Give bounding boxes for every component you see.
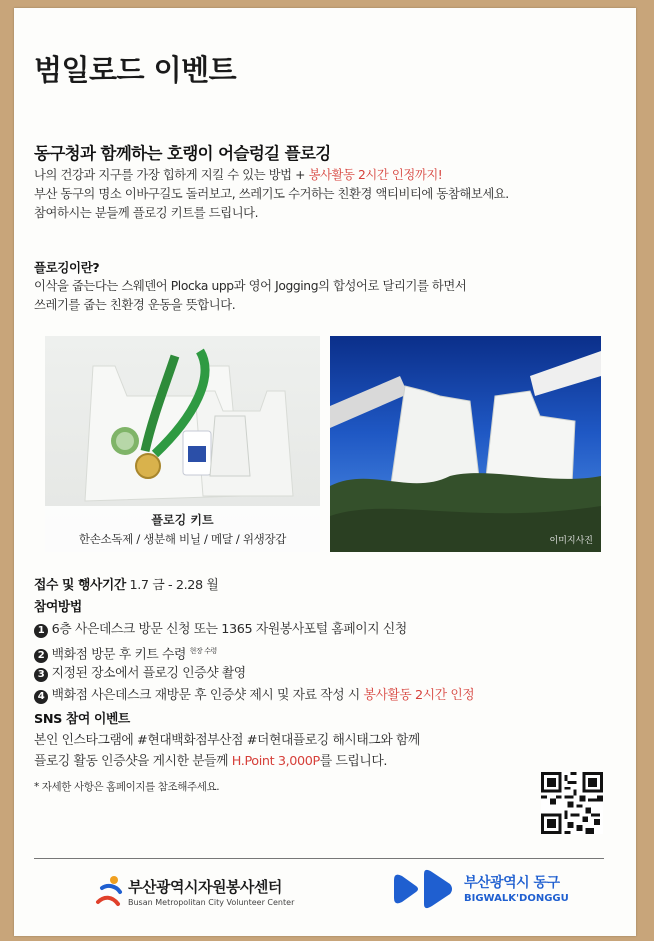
intro-line-1 <box>34 166 442 185</box>
step-2-number: 2 <box>34 649 48 663</box>
period-label: 접수 및 행사기간 <box>34 578 126 593</box>
sns-line-1: 본인 인스타그램에 #현대백화점부산점 #더현대플로깅 해시태그와 함께 <box>34 733 420 748</box>
step-4-number: 4 <box>34 690 48 704</box>
volunteer-figure-icon <box>94 874 126 908</box>
intro-line-2: 부산 동구의 명소 이바구길도 돌러보고, 쓰레기도 수거하는 친환경 액티비티에 동참해보세요. <box>34 187 509 201</box>
volunteer-center-logo <box>94 874 334 914</box>
sns-line-2 <box>34 752 387 771</box>
method-step-4 <box>34 686 474 705</box>
event-subtitle: 동구청과 함께하는 호랭이 어슬렁길 플로깅 <box>34 144 331 163</box>
kit-caption <box>45 506 320 552</box>
sns-highlight: H.Point 3,000P <box>231 754 320 769</box>
step-3-text: 지정된 장소에서 플로깅 인증샷 촬영 <box>51 666 246 681</box>
sns-line-2-end: 를 드립니다. <box>319 754 387 769</box>
footnote: * 자세한 사항은 홈페이지를 참조해주세요. <box>34 781 220 793</box>
step-1-number: 1 <box>34 624 48 638</box>
method-step-3 <box>34 664 246 683</box>
plogging-line-2: 쓰레기를 줍는 친환경 운동을 뜻합니다. <box>34 298 236 312</box>
intro-highlight: 봉사활동 2시간 인정까지! <box>308 168 443 182</box>
intro-line-1-text: 나의 건강과 지구를 가장 힙하게 지킬 수 있는 방법 + <box>34 168 309 182</box>
step-2-note: 현장 수령 <box>189 647 217 655</box>
kit-photo <box>45 336 320 552</box>
step-4-text: 백화점 사은데스크 재방문 후 인증샷 제시 및 자료 작성 시 <box>51 688 364 703</box>
plogging-line-1: 이삭을 줍는다는 스웨덴어 Plocka upp과 영어 Jogging의 합성어로 달리기를 하면서 <box>34 279 467 293</box>
method-heading: 참여방법 <box>34 600 82 615</box>
bigwalk-mark-icon <box>390 868 456 910</box>
step-1-text: 6층 사은데스크 방문 신청 또는 1365 자원봉사포털 홈페이지 신청 <box>51 622 407 637</box>
donggu-en: BIGWALK'DONGGU <box>464 893 569 904</box>
page-title: 범일로드 이벤트 <box>34 53 237 87</box>
qr-code[interactable] <box>541 772 603 834</box>
period-line <box>34 576 218 595</box>
sns-line-2-text: 플로깅 활동 인증샷을 게시한 분들께 <box>34 754 232 769</box>
period-value: 1.7 금 - 2.28 월 <box>129 578 219 593</box>
donggu-logo <box>390 868 600 910</box>
method-step-1 <box>34 620 407 639</box>
method-step-2 <box>34 642 217 664</box>
step-4-highlight: 봉사활동 2시간 인정 <box>363 688 475 703</box>
volunteer-center-name: 부산광역시자원봉사센터 <box>128 878 282 896</box>
donggu-name: 부산광역시 동구 <box>464 875 560 891</box>
bags-illustration <box>330 336 601 552</box>
sns-heading: SNS 참여 이벤트 <box>34 712 130 727</box>
plogging-heading: 플로깅이란? <box>34 260 100 275</box>
photo-note: 이미지사진 <box>549 536 593 546</box>
step-3-number: 3 <box>34 668 48 682</box>
step-2-text: 백화점 방문 후 키트 수령 <box>51 647 186 663</box>
kit-items: 한손소독제 / 생분해 비닐 / 메달 / 위생장갑 <box>78 532 287 546</box>
volunteer-center-en: Busan Metropolitan City Volunteer Center <box>128 898 295 907</box>
footer-divider <box>34 858 604 859</box>
intro-line-3: 참여하시는 분들께 플로깅 키트를 드립니다. <box>34 206 259 220</box>
kit-title: 플로깅 키트 <box>151 513 214 527</box>
sample-photo <box>330 336 601 552</box>
